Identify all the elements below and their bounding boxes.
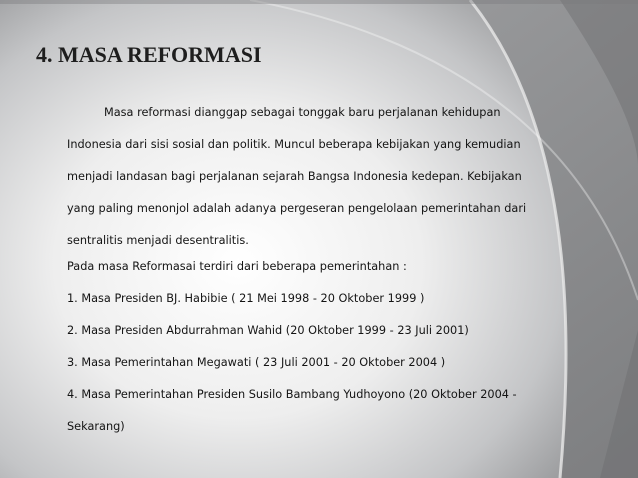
paragraph-line: yang paling menonjol adalah adanya pergeseran pengelolaan pemerintahan dari	[67, 202, 527, 215]
slide-body	[67, 106, 547, 452]
list-intro: Pada masa Reformasai terdiri dari beberapa pemerintahan :	[67, 260, 407, 273]
paragraph-line: menjadi landasan bagi perjalanan sejarah Bangsa Indonesia kedepan. Kebijakan	[67, 170, 522, 183]
paragraph-line: Indonesia dari sisi sosial dan politik. Muncul beberapa kebijakan yang kemudian	[67, 138, 521, 151]
slide-title: 4. MASA REFORMASI	[36, 42, 262, 67]
list-item: 3. Masa Pemerintahan Megawati ( 23 Juli 2001 - 20 Oktober 2004 )	[67, 356, 446, 369]
list-item: 2. Masa Presiden Abdurrahman Wahid (20 Oktober 1999 - 23 Juli 2001)	[67, 324, 469, 337]
paragraph-line: sentralitis menjadi desentralitis.	[67, 234, 249, 247]
list-item: Sekarang)	[67, 420, 125, 433]
paragraph-line: Masa reformasi dianggap sebagai tonggak baru perjalanan kehidupan	[104, 106, 501, 119]
list-item: 1. Masa Presiden BJ. Habibie ( 21 Mei 1998 - 20 Oktober 1999 )	[67, 292, 425, 305]
list-item: 4. Masa Pemerintahan Presiden Susilo Bambang Yudhoyono (20 Oktober 2004 -	[67, 388, 517, 401]
